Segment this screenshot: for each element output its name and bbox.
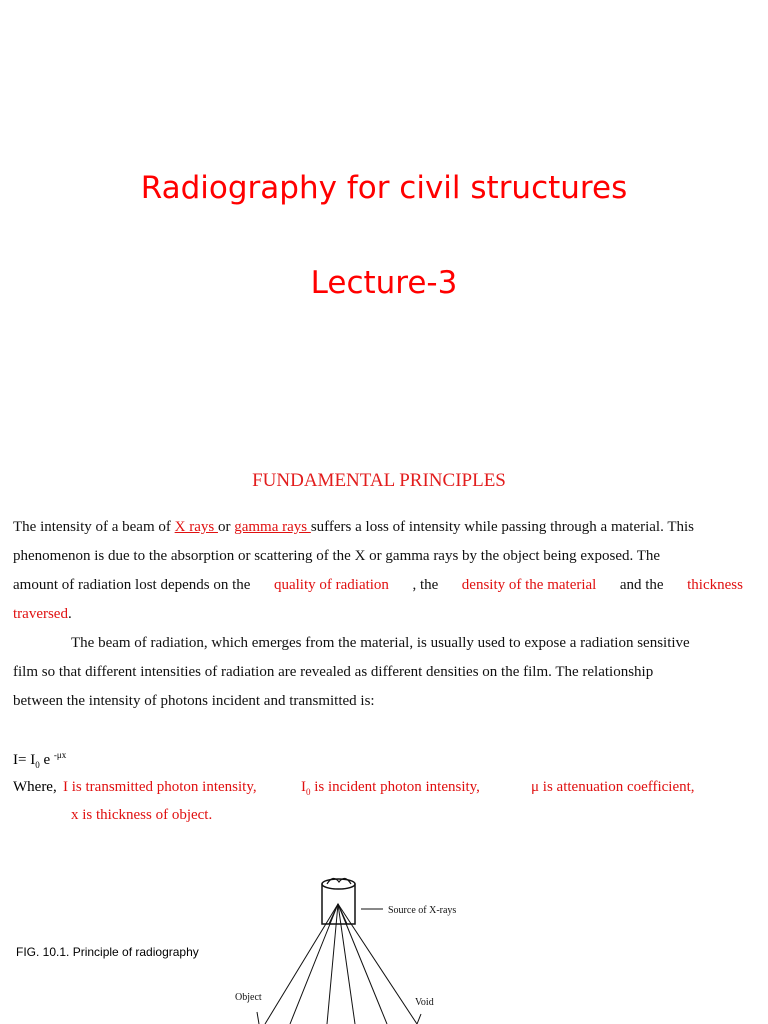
term-thickness: thickness (687, 577, 743, 593)
term-x-rays: X rays (174, 519, 218, 535)
radiography-diagram (225, 870, 485, 1024)
paragraph1-line3: amount of radiation lost depends on the quality of radiation , the density of the material and the thickness (13, 577, 743, 593)
figure-caption: FIG. 10.1. Principle of radiography (16, 945, 199, 959)
def-transmitted-intensity: I is transmitted photon intensity, (63, 779, 257, 795)
label-object: Object (235, 992, 262, 1003)
lecture-number: Lecture-3 (310, 265, 458, 301)
def-thickness: x is thickness of object. (71, 807, 213, 823)
lecture-title: Radiography for civil structures (140, 170, 628, 206)
paragraph2-line3: between the intensity of photons incident and transmitted is: (13, 693, 375, 709)
object-pointer (257, 1012, 259, 1024)
void-pointer (417, 1014, 421, 1024)
xray-source-icon (322, 878, 355, 924)
def-attenuation-coefficient: μ is attenuation coefficient, (531, 779, 695, 795)
paragraph1-line4: traversed. (13, 606, 72, 622)
term-density-of-material: density of the material (461, 577, 597, 593)
paragraph1-line1: The intensity of a beam of X rays or gamma rays suffers a loss of intensity while passing through a material. This (13, 519, 694, 535)
section-heading: FUNDAMENTAL PRINCIPLES (252, 470, 506, 491)
xray-beam-lines (265, 904, 417, 1024)
paragraph2-line2: film so that different intensities of radiation are revealed as different densities on the film. The relationship (13, 664, 654, 680)
term-gamma-rays: gamma rays (234, 519, 311, 535)
def-incident-intensity: $I_0$ is incident photon intensity, (301, 779, 480, 797)
term-quality-of-radiation: quality of radiation (273, 577, 389, 593)
paragraph1-line2: phenomenon is due to the absorption or scattering of the X or gamma rays by the object being exposed. The (13, 548, 661, 564)
label-void: Void (415, 997, 434, 1008)
paragraph2-line1: The beam of radiation, which emerges from the material, is usually used to expose a radiation sensitive (71, 635, 690, 651)
label-source: Source of X-rays (388, 905, 457, 916)
where-label: Where, (13, 779, 57, 795)
attenuation-formula: $I= I_0$ e $^{-\mu x}$ (13, 750, 67, 770)
